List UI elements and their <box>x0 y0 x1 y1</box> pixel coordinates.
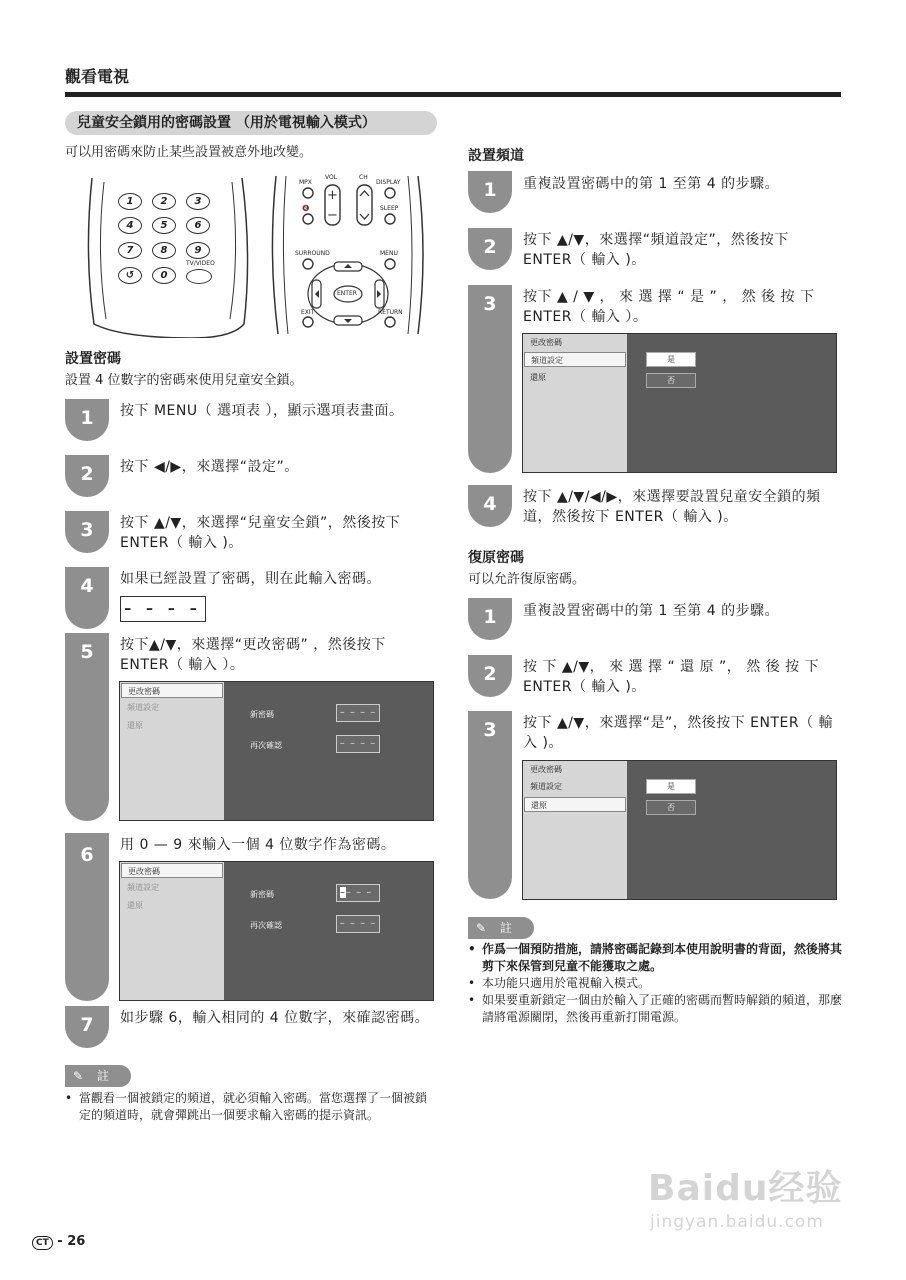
header-rule <box>65 92 841 97</box>
key-6: 6 <box>186 217 210 234</box>
step-text: 按下 ◀/▶，來選擇“設定”。 <box>120 459 299 475</box>
step-text: 按下 ▲ / ▼ ， 來 選 擇 “ 是 ” ， 然 後 按 下 ENTER（ 輸入 ）。 <box>523 289 815 325</box>
page-number: 26 <box>67 1234 86 1249</box>
key-7: 7 <box>118 242 142 259</box>
flashback-key-icon: ↺ <box>118 267 142 284</box>
note-list-right <box>468 941 842 1026</box>
key-3: 3 <box>186 193 210 210</box>
osd-confirm-password-label: 再次確認 <box>250 921 282 930</box>
osd-item-change-password: 更改密碼 <box>530 338 562 347</box>
key-4: 4 <box>118 217 142 234</box>
remote-outline-right <box>268 174 428 338</box>
vol-label: VOL <box>325 174 338 181</box>
key-9: 9 <box>186 242 210 259</box>
step-number: 1 <box>483 179 497 201</box>
osd-confirm-password-field: – – – – <box>336 915 380 933</box>
osd-menu-enter-password <box>119 861 434 1001</box>
step-text: 按 下 ▲/▼， 來 選 擇 “ 還 原 ”， 然 後 按 下 ENTER（ 輸入 )。 <box>523 659 820 695</box>
step-text: 重複設置密碼中的第 1 至第 4 的步驟。 <box>523 603 780 619</box>
note-item: • 本功能只適用於電視輸入模式。 <box>468 975 842 992</box>
osd-item-change-password: 更改密碼 <box>530 765 562 774</box>
step-number: 5 <box>80 641 94 663</box>
note-item: • 當觀看一個被鎖定的頻道，就必須輸入密碼。當您選擇了一個被鎖定的頻道時，就會彈跳出一個要求輸入密碼的提示資訊。 <box>65 1090 437 1124</box>
reset-password-heading: 復原密碼 <box>468 550 524 566</box>
osd-item-channel-setting: 頻道設定 <box>524 352 626 367</box>
step-text: 按下 ▲/▼，來選擇“是”，然後按下 ENTER（ 輸入 )。 <box>523 715 834 751</box>
display-label: DISPLAY <box>376 179 401 186</box>
step-text: 如步驟 6，輸入相同的 4 位數字，來確認密碼。 <box>120 1010 430 1026</box>
watermark-url: jingyan.baidu.com <box>650 1212 824 1232</box>
step-number: 4 <box>483 493 497 515</box>
osd-new-password-field <box>336 884 380 902</box>
step-number: 7 <box>80 1014 94 1036</box>
step-number: 4 <box>80 575 94 597</box>
osd-new-password-field: – – – – <box>336 704 380 722</box>
osd-item-reset: 還原 <box>127 721 143 730</box>
osd-item-reset: 還原 <box>127 901 143 910</box>
osd-item-channel-setting: 頻道設定 <box>127 883 159 892</box>
surround-label: SURROUND <box>295 250 330 257</box>
language-badge: CT <box>32 1236 53 1250</box>
watermark-brand: Baidu经验 <box>648 1168 843 1209</box>
section-title: 兒童安全鎖用的密碼設置 （用於電視輸入模式） <box>65 111 437 135</box>
key-0: 0 <box>152 267 176 284</box>
remote-keypad-illustration <box>82 174 252 338</box>
remote-control-illustration <box>268 174 428 338</box>
password-entry-box: – – – – <box>120 596 206 622</box>
step-number: 3 <box>483 719 497 741</box>
paperclip-icon: ✎ <box>73 1069 84 1083</box>
osd-confirm-password-label: 再次確認 <box>250 741 282 750</box>
mpx-label: MPX <box>299 179 312 186</box>
note-item: • 作爲一個預防措施，請將密碼記錄到本使用說明書的背面，然後將其剪下來保管到兒童不能獲取之處。 <box>468 941 842 975</box>
osd-menu-reset <box>522 760 837 900</box>
page-header-title: 觀看電視 <box>65 67 130 86</box>
set-channel-heading: 設置頻道 <box>468 148 524 164</box>
sleep-label: SLEEP <box>380 205 399 212</box>
key-5: 5 <box>152 217 176 234</box>
osd-yes-option: 是 <box>646 779 696 794</box>
intro-text: 可以用密碼來防止某些設置被意外地改變。 <box>65 145 313 160</box>
osd-confirm-password-field: – – – – <box>336 735 380 753</box>
ch-label: CH <box>359 174 368 181</box>
osd-menu-change-password <box>119 681 434 821</box>
step-number: 1 <box>483 606 497 628</box>
note-list-left <box>65 1090 437 1124</box>
step-text: 如果已經設置了密碼，則在此輸入密碼。 <box>120 571 381 587</box>
osd-item-reset: 還原 <box>530 373 546 382</box>
step-number: 6 <box>80 844 94 866</box>
step-text: 重複設置密碼中的第 1 至第 4 的步驟。 <box>523 176 780 192</box>
note-badge <box>65 1065 131 1087</box>
osd-yes-option: 是 <box>646 352 696 367</box>
reset-password-desc: 可以允許復原密碼。 <box>468 572 586 587</box>
step-text: 按下 ▲/▼，來選擇“兒童安全鎖”，然後按下 ENTER（ 輸入 )。 <box>120 515 401 551</box>
step-number: 3 <box>80 519 94 541</box>
svg-text:−: − <box>327 208 338 223</box>
osd-item-channel-setting: 頻道設定 <box>127 703 159 712</box>
osd-item-reset: 還原 <box>524 797 626 812</box>
osd-cursor: – <box>340 887 346 898</box>
osd-item-change-password: 更改密碼 <box>121 683 223 698</box>
step-text: 用 0 — 9 來輸入一個 4 位數字作為密碼。 <box>120 837 396 853</box>
step-text: 按下▲/▼，來選擇“更改密碼” ，然後按下 ENTER（ 輸入 ）。 <box>120 637 386 673</box>
step-number: 2 <box>80 463 94 485</box>
osd-no-option: 否 <box>646 800 696 815</box>
key-tv-video <box>186 269 212 284</box>
svg-text:+: + <box>327 188 338 203</box>
key-8: 8 <box>152 242 176 259</box>
osd-new-password-label: 新密碼 <box>250 890 274 899</box>
exit-label: EXIT <box>301 309 315 316</box>
step-text: 按下 ▲/▼，來選擇“頻道設定”，然後按下 ENTER（ 輸入 )。 <box>523 232 789 268</box>
note-badge <box>468 917 534 939</box>
step-text: 按下 ▲/▼/◀/▶，來選擇要設置兒童安全鎖的頻道，然後按下 ENTER（ 輸入 )。 <box>523 489 821 525</box>
step-number: 3 <box>483 293 497 315</box>
osd-remaining-digits: – – – <box>346 887 373 898</box>
key-1: 1 <box>118 193 142 210</box>
mute-icon: 🔇 <box>302 205 310 212</box>
osd-new-password-label: 新密碼 <box>250 710 274 719</box>
tv-video-label: TV/VIDEO <box>186 260 215 267</box>
step-number: 1 <box>80 407 94 429</box>
enter-label: ENTER <box>337 290 357 297</box>
note-item: • 如果要重新鎖定一個由於輸入了正確的密碼而暫時解鎖的頻道，那麼請將電源關閉，然後再重新打開電源。 <box>468 992 842 1026</box>
step-text: 按下 MENU（ 選項表 ），顯示選項表畫面。 <box>120 403 404 419</box>
paperclip-icon: ✎ <box>476 921 487 935</box>
osd-item-change-password: 更改密碼 <box>121 863 223 878</box>
key-2: 2 <box>152 193 176 210</box>
osd-no-option: 否 <box>646 373 696 388</box>
page-footer: CT - 26 <box>32 1234 85 1250</box>
step-number: 2 <box>483 663 497 685</box>
menu-label: MENU <box>380 250 398 257</box>
osd-menu-channel-setting <box>522 333 837 473</box>
osd-item-channel-setting: 頻道設定 <box>530 782 562 791</box>
step-number: 2 <box>483 236 497 258</box>
set-password-desc: 設置 4 位數字的密碼來使用兒童安全鎖。 <box>65 373 303 388</box>
return-label: RETURN <box>378 309 403 316</box>
note-label: 註 <box>96 1069 109 1083</box>
set-password-heading: 設置密碼 <box>65 351 121 367</box>
note-label: 註 <box>499 921 512 935</box>
